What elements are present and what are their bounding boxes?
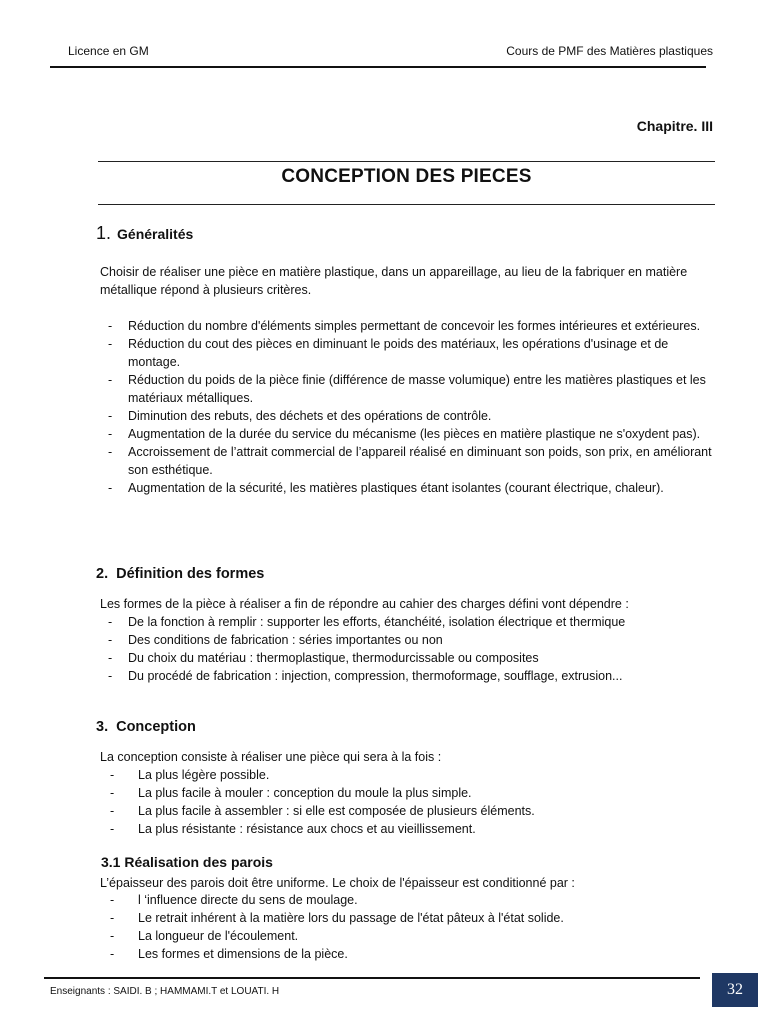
list-item: - Le retrait inhérent à la matière lors du passage de l'état pâteux à l'état solide. bbox=[104, 909, 718, 927]
list-item: - La plus résistante : résistance aux chocs et au vieillissement. bbox=[104, 820, 718, 838]
section-2-heading bbox=[96, 566, 264, 582]
list-item: - La longueur de l'écoulement. bbox=[104, 927, 718, 945]
section-3-number: 3. bbox=[96, 719, 109, 735]
title-bottom-rule bbox=[98, 204, 715, 205]
list-item: - Les formes et dimensions de la pièce. bbox=[104, 945, 718, 963]
section-3-heading bbox=[96, 719, 196, 735]
page-number-badge: 32 bbox=[712, 973, 758, 1007]
section-3-1-list bbox=[104, 891, 718, 963]
section-3-title: Conception bbox=[116, 719, 196, 735]
header-course-title: Cours de PMF des Matières plastiques bbox=[506, 44, 713, 58]
section-1-list bbox=[104, 317, 718, 497]
title-top-rule bbox=[98, 161, 715, 162]
section-1-title: Généralités bbox=[117, 226, 194, 242]
list-item: - Augmentation de la sécurité, les matières plastiques étant isolantes (courant électrique, chaleur). bbox=[104, 479, 718, 497]
list-item: - La plus facile à mouler : conception du moule la plus simple. bbox=[104, 784, 718, 802]
section-2-title: Définition des formes bbox=[116, 566, 265, 582]
section-2-number: 2. bbox=[96, 566, 109, 582]
list-item: - La plus légère possible. bbox=[104, 766, 718, 784]
list-item: - La plus facile à assembler : si elle est composée de plusieurs éléments. bbox=[104, 802, 718, 820]
chapter-label: Chapitre. III bbox=[636, 118, 713, 134]
list-item: - Du procédé de fabrication : injection, compression, thermoformage, soufflage, extrusion... bbox=[104, 667, 718, 685]
list-item: - Des conditions de fabrication : séries importantes ou non bbox=[104, 631, 718, 649]
list-item: - Augmentation de la durée du service du mécanisme (les pièces en matière plastique ne s'oxydent pas). bbox=[104, 425, 718, 443]
section-3-1-intro: L’épaisseur des parois doit être uniforme. Le choix de l'épaisseur est conditionné par : bbox=[100, 876, 575, 890]
section-2-list bbox=[104, 613, 718, 685]
list-item: - Du choix du matériau : thermoplastique, thermodurcissable ou composites bbox=[104, 649, 718, 667]
list-item: - De la fonction à remplir : supporter les efforts, étanchéité, isolation électrique et thermique bbox=[104, 613, 718, 631]
section-3-1-heading: 3.1 Réalisation des parois bbox=[101, 854, 273, 870]
footer-divider bbox=[44, 977, 700, 979]
list-item: - Diminution des rebuts, des déchets et des opérations de contrôle. bbox=[104, 407, 718, 425]
list-item: - Réduction du cout des pièces en diminuant le poids des matériaux, les opérations d'usinage et de montage. bbox=[104, 335, 718, 371]
section-3-intro: La conception consiste à réaliser une pièce qui sera à la fois : bbox=[100, 750, 442, 764]
list-item: - Accroissement de l’attrait commercial de l’appareil réalisé en diminuant son poids, son prix, en améliorant son esthétique. bbox=[104, 443, 718, 479]
section-1-intro: Choisir de réaliser une pièce en matière plastique, dans un appareillage, au lieu de la fabriquer en matière métallique répond à plusieurs critères. bbox=[100, 265, 688, 297]
list-item: - Réduction du nombre d'éléments simples permettant de concevoir les formes intérieures et extérieures. bbox=[104, 317, 718, 335]
page-title: CONCEPTION DES PIECES bbox=[281, 166, 532, 187]
list-item: - l ‘influence directe du sens de moulage. bbox=[104, 891, 718, 909]
header-course-level: Licence en GM bbox=[68, 44, 149, 58]
list-item: - Réduction du poids de la pièce finie (différence de masse volumique) entre les matières plastiques et les matériaux métalliques. bbox=[104, 371, 718, 407]
header-divider bbox=[50, 66, 706, 68]
section-1-number: 1. bbox=[96, 223, 112, 243]
footer-teachers: Enseignants : SAIDI. B ; HAMMAMI.T et LOUATI. H bbox=[50, 986, 280, 997]
section-1-heading bbox=[96, 223, 193, 244]
section-3-list bbox=[104, 766, 718, 838]
section-2-intro: Les formes de la pièce à réaliser a fin de répondre au cahier des charges défini vont dépendre : bbox=[100, 597, 629, 611]
